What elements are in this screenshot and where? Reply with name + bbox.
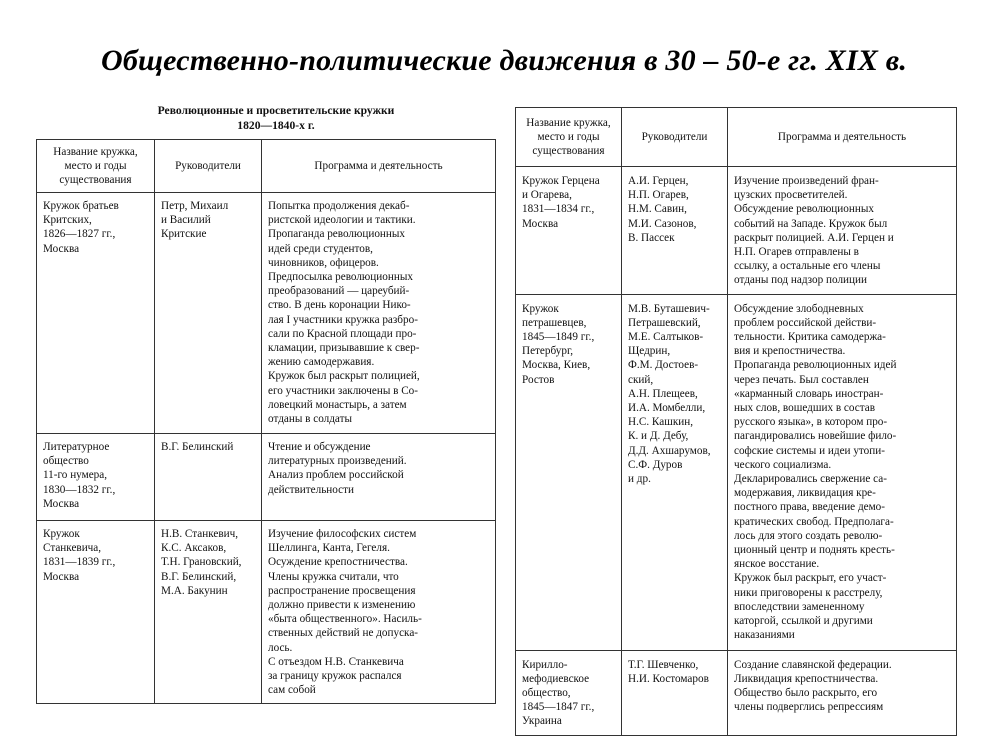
header-leaders: Руководители [155,140,262,193]
cell-program: Чтение и обсуждение литературных произведений. Анализ проблем российской действительности [262,434,496,521]
cell-program: Изучение философских систем Шеллинга, Канта, Гегеля. Осуждение крепостничества. Члены кружка считали, что распространение просвещения должно привести к изменению «быта общественного». Насиль- ственных действий не допуска- лось. С отъездом Н.В. Станкевича за границу кружок распался сам собой [262,521,496,704]
cell-program: Изучение произведений фран- цузских просветителей. Обсуждение революционных событий на Западе. Кружок был раскрыт полицией. А.И. Герцен и Н.П. Огарев отправлены в ссылку, а остальные его члены отданы под надзор полиции [728,167,957,295]
cell-program: Попытка продолжения декаб- ристской идеологии и тактики. Пропаганда революционных идей среди студентов, чиновников, офицеров. Предпосылка революционных преобразований — цареубий- ство. В день коронации Нико- лая I участники кружка разбро- сали по Красной площади про- кламации, призывавшие к свер- жению самодержавия. Кружок был раскрыт полицией, его участники заключены в Со- ловецкий монастырь, а затем отданы в солдаты [262,193,496,434]
cell-leaders: Петр, Михаил и Василий Критские [155,193,262,434]
cell-name: Кружок петрашевцев, 1845—1849 гг., Петербург, Москва, Киев, Ростов [516,294,622,650]
cell-leaders: Н.В. Станкевич, К.С. Аксаков, Т.Н. Грановский, В.Г. Белинский, М.А. Бакунин [155,521,262,704]
table-row [37,521,496,704]
left-table [36,139,496,704]
cell-name: Кирилло- мефодиевское общество, 1845—1847 гг., Украина [516,650,622,735]
page-title: Общественно-политические движения в 30 – 50-е гг. XIX в. [100,44,908,77]
cell-leaders: Т.Г. Шевченко, Н.И. Костомаров [622,650,728,735]
table-row [516,294,957,650]
cell-program: Создание славянской федерации. Ликвидация крепостничества. Общество было раскрыто, его члены подверглись репрессиям [728,650,957,735]
table-row [516,650,957,735]
left-caption-line2: 1820—1840-х г. [237,119,315,132]
left-table-caption [56,103,496,133]
cell-name: Кружок братьев Критских, 1826—1827 гг., Москва [37,193,155,434]
table-row [37,193,496,434]
header-program: Программа и деятельность [728,108,957,167]
cell-name: Кружок Герцена и Огарева, 1831—1834 гг., Москва [516,167,622,295]
header-leaders: Руководители [622,108,728,167]
table-header-row [37,140,496,193]
header-name: Название кружка, место и годы существования [516,108,622,167]
left-caption-line1: Революционные и просветительские кружки [157,104,395,117]
right-table-panel [515,107,957,736]
table-header-row [516,108,957,167]
cell-name: Кружок Станкевича, 1831—1839 гг., Москва [37,521,155,704]
cell-leaders: М.В. Буташевич- Петрашевский, М.Е. Салтыков- Щедрин, Ф.М. Достоев- ский, А.Н. Плещеев, И.А. Момбелли, Н.С. Кашкин, К. и Д. Дебу, Д.Д. Ахшарумов, С.Ф. Дуров и др. [622,294,728,650]
header-program: Программа и деятельность [262,140,496,193]
right-table [515,107,957,736]
cell-name: Литературное общество 11-го нумера, 1830—1832 гг., Москва [37,434,155,521]
table-row [516,167,957,295]
left-table-panel [36,103,496,704]
cell-leaders: В.Г. Белинский [155,434,262,521]
table-row [37,434,496,521]
cell-leaders: А.И. Герцен, Н.П. Огарев, Н.М. Савин, М.И. Сазонов, В. Пассек [622,167,728,295]
cell-program: Обсуждение злободневных проблем российской действи- тельности. Критика самодержа- вия и крепостничества. Пропаганда революционных идей через печать. Был составлен «карманный словарь иностран- ных слов, вошедших в состав русского языка», в котором про- пагандировались новейшие фило- софские системы и идеи утопи- ческого социализма. Декларировались свержение са- модержавия, ликвидация кре- постного права, введение демо- кратических свобод. Предполага- лось для этого создать револю- ционный центр и поднять кресть- янское восстание. Кружок был раскрыт, его участ- ники приговорены к расстрелу, впоследствии замененному каторгой, ссылкой и другими наказаниями [728,294,957,650]
header-name: Название кружка, место и годы существования [37,140,155,193]
